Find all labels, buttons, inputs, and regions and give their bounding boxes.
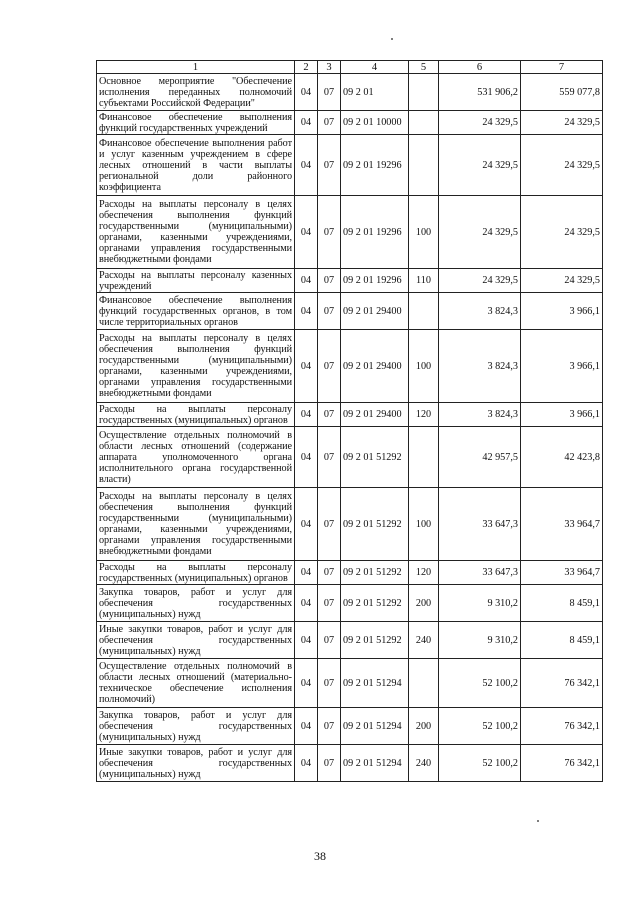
section-code: 04 xyxy=(295,74,318,111)
table-header-row xyxy=(97,61,603,74)
expense-type-code xyxy=(409,74,439,111)
target-article-code: 09 2 01 19296 xyxy=(341,135,409,196)
table-row xyxy=(97,135,603,196)
amount-col-6: 52 100,2 xyxy=(439,659,521,708)
subsection-code: 07 xyxy=(318,585,341,622)
table-row xyxy=(97,585,603,622)
row-description: Финансовое обеспечение выполнения работ и услуг казенным учреждением в сфере лесных отношений в части выплаты региональной доли районного коэффициента xyxy=(97,135,295,196)
target-article-code: 09 2 01 10000 xyxy=(341,111,409,135)
amount-col-7: 3 966,1 xyxy=(521,403,603,427)
row-description: Закупка товаров, работ и услуг для обеспечения государственных (муниципальных) нужд xyxy=(97,585,295,622)
section-code: 04 xyxy=(295,585,318,622)
amount-col-7: 3 966,1 xyxy=(521,330,603,403)
header-col-4: 4 xyxy=(341,61,409,74)
subsection-code: 07 xyxy=(318,111,341,135)
section-code: 04 xyxy=(295,708,318,745)
section-code: 04 xyxy=(295,427,318,488)
expense-type-code: 110 xyxy=(409,269,439,293)
expense-type-code xyxy=(409,111,439,135)
target-article-code: 09 2 01 51292 xyxy=(341,585,409,622)
table-row xyxy=(97,427,603,488)
subsection-code: 07 xyxy=(318,74,341,111)
amount-col-7: 8 459,1 xyxy=(521,622,603,659)
scan-speck xyxy=(391,38,393,40)
amount-col-7: 3 966,1 xyxy=(521,293,603,330)
target-article-code: 09 2 01 29400 xyxy=(341,330,409,403)
expense-type-code: 100 xyxy=(409,488,439,561)
amount-col-7: 24 329,5 xyxy=(521,135,603,196)
table-row xyxy=(97,269,603,293)
target-article-code: 09 2 01 19296 xyxy=(341,196,409,269)
target-article-code: 09 2 01 29400 xyxy=(341,293,409,330)
expense-type-code: 120 xyxy=(409,403,439,427)
row-description: Расходы на выплаты персоналу государственных (муниципальных) органов xyxy=(97,561,295,585)
header-col-7: 7 xyxy=(521,61,603,74)
subsection-code: 07 xyxy=(318,745,341,782)
row-description: Иные закупки товаров, работ и услуг для обеспечения государственных (муниципальных) нужд xyxy=(97,622,295,659)
table-row xyxy=(97,659,603,708)
expense-type-code: 120 xyxy=(409,561,439,585)
header-col-3: 3 xyxy=(318,61,341,74)
amount-col-6: 24 329,5 xyxy=(439,111,521,135)
amount-col-7: 33 964,7 xyxy=(521,488,603,561)
header-col-2: 2 xyxy=(295,61,318,74)
amount-col-6: 531 906,2 xyxy=(439,74,521,111)
target-article-code: 09 2 01 19296 xyxy=(341,269,409,293)
amount-col-7: 33 964,7 xyxy=(521,561,603,585)
table-row xyxy=(97,561,603,585)
table-row xyxy=(97,708,603,745)
row-description: Расходы на выплаты персоналу в целях обеспечения выполнения функций государственными (муниципальными) органами, казенными учреждениями, органами управления государственными внебюджетными фондами xyxy=(97,488,295,561)
amount-col-6: 3 824,3 xyxy=(439,403,521,427)
header-col-5: 5 xyxy=(409,61,439,74)
amount-col-6: 33 647,3 xyxy=(439,561,521,585)
subsection-code: 07 xyxy=(318,488,341,561)
target-article-code: 09 2 01 51292 xyxy=(341,488,409,561)
section-code: 04 xyxy=(295,745,318,782)
amount-col-6: 24 329,5 xyxy=(439,135,521,196)
table-row xyxy=(97,330,603,403)
subsection-code: 07 xyxy=(318,403,341,427)
section-code: 04 xyxy=(295,293,318,330)
expense-type-code: 200 xyxy=(409,708,439,745)
section-code: 04 xyxy=(295,488,318,561)
section-code: 04 xyxy=(295,561,318,585)
expense-type-code: 100 xyxy=(409,330,439,403)
subsection-code: 07 xyxy=(318,561,341,585)
row-description: Осуществление отдельных полномочий в области лесных отношений (материально-техническое обеспечение исполнения полномочий) xyxy=(97,659,295,708)
section-code: 04 xyxy=(295,135,318,196)
subsection-code: 07 xyxy=(318,269,341,293)
amount-col-6: 24 329,5 xyxy=(439,196,521,269)
amount-col-7: 24 329,5 xyxy=(521,269,603,293)
row-description: Расходы на выплаты персоналу государственных (муниципальных) органов xyxy=(97,403,295,427)
expense-type-code: 240 xyxy=(409,745,439,782)
row-description: Финансовое обеспечение выполнения функций государственных органов, в том числе территориальных органов xyxy=(97,293,295,330)
table-body xyxy=(97,74,603,782)
section-code: 04 xyxy=(295,622,318,659)
section-code: 04 xyxy=(295,111,318,135)
subsection-code: 07 xyxy=(318,427,341,488)
target-article-code: 09 2 01 29400 xyxy=(341,403,409,427)
target-article-code: 09 2 01 51292 xyxy=(341,561,409,585)
amount-col-7: 76 342,1 xyxy=(521,745,603,782)
target-article-code: 09 2 01 51294 xyxy=(341,659,409,708)
table-row xyxy=(97,745,603,782)
table-row xyxy=(97,111,603,135)
target-article-code: 09 2 01 xyxy=(341,74,409,111)
row-description: Расходы на выплаты персоналу казенных учреждений xyxy=(97,269,295,293)
row-description: Осуществление отдельных полномочий в области лесных отношений (содержание аппарата уполномоченного органа исполнительного органа государственной власти) xyxy=(97,427,295,488)
section-code: 04 xyxy=(295,403,318,427)
target-article-code: 09 2 01 51292 xyxy=(341,622,409,659)
table-row xyxy=(97,488,603,561)
subsection-code: 07 xyxy=(318,622,341,659)
section-code: 04 xyxy=(295,269,318,293)
page-number: 38 xyxy=(314,849,326,863)
row-description: Иные закупки товаров, работ и услуг для обеспечения государственных (муниципальных) нужд xyxy=(97,745,295,782)
amount-col-6: 24 329,5 xyxy=(439,269,521,293)
expense-type-code xyxy=(409,659,439,708)
amount-col-6: 9 310,2 xyxy=(439,622,521,659)
amount-col-7: 76 342,1 xyxy=(521,708,603,745)
expense-type-code: 240 xyxy=(409,622,439,659)
amount-col-6: 33 647,3 xyxy=(439,488,521,561)
table-row xyxy=(97,74,603,111)
amount-col-6: 9 310,2 xyxy=(439,585,521,622)
subsection-code: 07 xyxy=(318,659,341,708)
amount-col-7: 8 459,1 xyxy=(521,585,603,622)
amount-col-6: 52 100,2 xyxy=(439,745,521,782)
subsection-code: 07 xyxy=(318,135,341,196)
row-description: Расходы на выплаты персоналу в целях обеспечения выполнения функций государственными (муниципальными) органами, казенными учреждениями, органами управления государственными внебюджетными фондами xyxy=(97,330,295,403)
amount-col-7: 24 329,5 xyxy=(521,196,603,269)
amount-col-6: 52 100,2 xyxy=(439,708,521,745)
amount-col-7: 42 423,8 xyxy=(521,427,603,488)
amount-col-6: 3 824,3 xyxy=(439,293,521,330)
subsection-code: 07 xyxy=(318,196,341,269)
row-description: Закупка товаров, работ и услуг для обеспечения государственных (муниципальных) нужд xyxy=(97,708,295,745)
amount-col-7: 24 329,5 xyxy=(521,111,603,135)
header-col-1: 1 xyxy=(97,61,295,74)
expense-type-code xyxy=(409,293,439,330)
expense-type-code xyxy=(409,427,439,488)
subsection-code: 07 xyxy=(318,330,341,403)
row-description: Основное мероприятие "Обеспечение исполнения переданных полномочий субъектами Российской Федерации" xyxy=(97,74,295,111)
expense-type-code: 100 xyxy=(409,196,439,269)
scan-speck xyxy=(537,820,539,822)
table-row xyxy=(97,403,603,427)
amount-col-7: 559 077,8 xyxy=(521,74,603,111)
budget-table xyxy=(96,60,603,782)
expense-type-code: 200 xyxy=(409,585,439,622)
target-article-code: 09 2 01 51294 xyxy=(341,745,409,782)
section-code: 04 xyxy=(295,330,318,403)
subsection-code: 07 xyxy=(318,708,341,745)
section-code: 04 xyxy=(295,659,318,708)
row-description: Расходы на выплаты персоналу в целях обеспечения выполнения функций государственными (муниципальными) органами, казенными учреждениями, органами управления государственными внебюджетными фондами xyxy=(97,196,295,269)
amount-col-6: 3 824,3 xyxy=(439,330,521,403)
table-row xyxy=(97,293,603,330)
expense-type-code xyxy=(409,135,439,196)
table-row xyxy=(97,196,603,269)
table-row xyxy=(97,622,603,659)
amount-col-6: 42 957,5 xyxy=(439,427,521,488)
header-col-6: 6 xyxy=(439,61,521,74)
subsection-code: 07 xyxy=(318,293,341,330)
target-article-code: 09 2 01 51294 xyxy=(341,708,409,745)
amount-col-7: 76 342,1 xyxy=(521,659,603,708)
target-article-code: 09 2 01 51292 xyxy=(341,427,409,488)
row-description: Финансовое обеспечение выполнения функций государственных учреждений xyxy=(97,111,295,135)
section-code: 04 xyxy=(295,196,318,269)
